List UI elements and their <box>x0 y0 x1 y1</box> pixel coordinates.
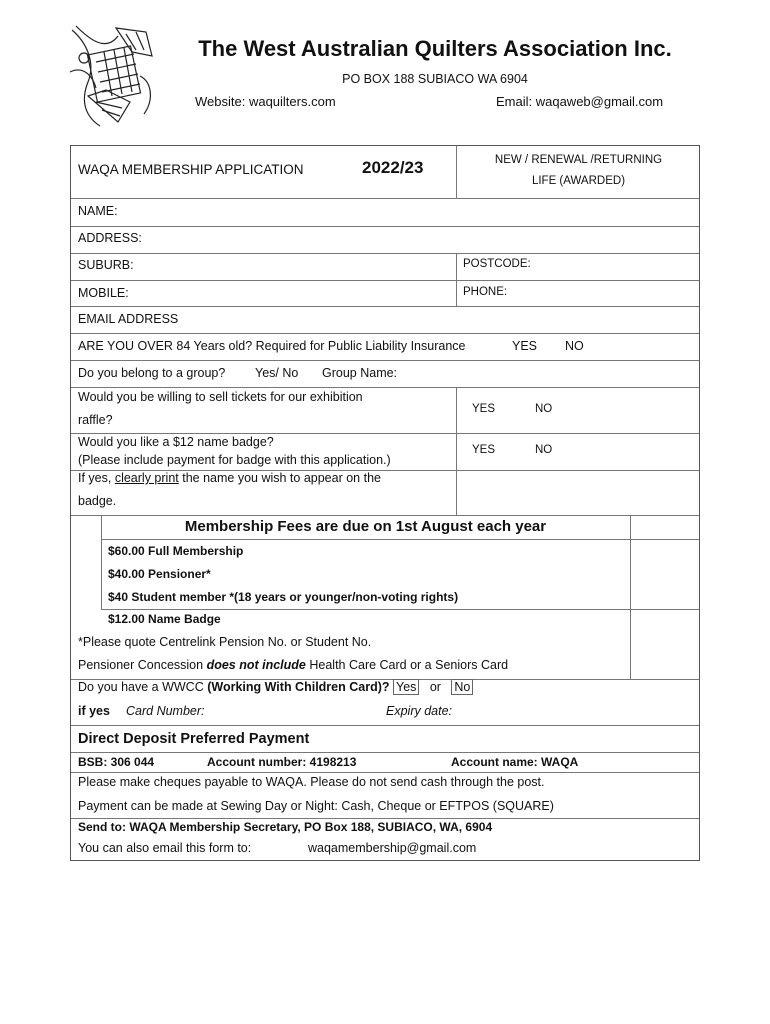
payment-heading: Direct Deposit Preferred Payment <box>78 731 310 747</box>
fee-item: $40.00 Pensioner* <box>108 567 211 581</box>
address-field[interactable]: ADDRESS: <box>78 231 142 245</box>
badge-print-instruction <box>78 471 381 485</box>
badge-print-part-d: badge. <box>78 494 117 508</box>
pensioner-note-a: Pensioner Concession <box>78 658 204 672</box>
quilt-logo-icon <box>66 22 158 132</box>
phone-field[interactable]: PHONE: <box>463 286 508 298</box>
group-question: Do you belong to a group? <box>78 366 226 380</box>
association-title: The West Australian Quilters Association Inc. <box>198 36 672 61</box>
badge-print-part-b: clearly print <box>114 471 179 485</box>
raffle-question-line2: raffle? <box>78 413 113 427</box>
raffle-yes[interactable]: YES <box>472 403 496 415</box>
raffle-question-line1: Would you be willing to sell tickets for our exhibition <box>78 390 363 404</box>
raffle-no[interactable]: NO <box>535 403 553 415</box>
email-form-instruction: You can also email this form to: <box>78 841 252 855</box>
wwcc-if-yes: if yes <box>78 704 110 718</box>
badge-yes[interactable]: YES <box>472 444 496 456</box>
over84-yes[interactable]: YES <box>512 339 538 353</box>
wwcc-card-number-field[interactable]: Card Number: <box>126 704 205 718</box>
badge-print-part-a: If yes, <box>78 471 112 485</box>
cheque-instructions: Please make cheques payable to WAQA. Please do not send cash through the post. <box>78 775 545 789</box>
po-box: PO BOX 188 SUBIACO WA 6904 <box>342 72 528 86</box>
wwcc-yes-checkbox[interactable]: Yes <box>393 679 419 695</box>
send-to-address: Send to: WAQA Membership Secretary, PO Box 188, SUBIACO, WA, 6904 <box>78 820 493 834</box>
status-options-line2: LIFE (AWARDED) <box>531 175 626 187</box>
membership-year: 2022/23 <box>362 158 424 177</box>
name-field[interactable]: NAME: <box>78 204 118 218</box>
over84-question: ARE YOU OVER 84 Years old? Required for Public Liability Insurance <box>78 339 466 353</box>
badge-question-line1: Would you like a $12 name badge? <box>78 435 274 449</box>
fees-note: *Please quote Centrelink Pension No. or Student No. <box>78 635 372 649</box>
badge-print-part-c: the name you wish to appear on the <box>182 471 381 485</box>
bsb: BSB: 306 044 <box>78 755 155 769</box>
wwcc-no-checkbox[interactable]: No <box>451 679 473 695</box>
fee-item: $12.00 Name Badge <box>108 612 221 626</box>
form-title: WAQA MEMBERSHIP APPLICATION <box>78 162 304 177</box>
wwcc-question-a: Do you have a WWCC <box>78 680 204 694</box>
wwcc-or: or <box>429 680 441 694</box>
fee-item: $40 Student member *(18 years or younger/non-voting rights) <box>108 590 459 604</box>
postcode-field[interactable]: POSTCODE: <box>463 258 531 270</box>
group-options[interactable]: Yes/ No <box>255 366 299 380</box>
badge-question-line2: (Please include payment for badge with this application.) <box>78 453 391 467</box>
membership-email[interactable]: waqamembership@gmail.com <box>308 841 477 855</box>
mobile-field[interactable]: MOBILE: <box>78 286 129 300</box>
membership-form <box>70 145 700 861</box>
suburb-field[interactable]: SUBURB: <box>78 258 134 272</box>
sewing-day-payment: Payment can be made at Sewing Day or Night: Cash, Cheque or EFTPOS (SQUARE) <box>78 799 554 813</box>
fee-item: $60.00 Full Membership <box>108 544 244 558</box>
contact-email: Email: waqaweb@gmail.com <box>496 94 664 109</box>
badge-no[interactable]: NO <box>535 444 553 456</box>
pensioner-note <box>78 658 508 672</box>
email-address-field[interactable]: EMAIL ADDRESS <box>78 312 179 326</box>
status-options-line1: NEW / RENEWAL /RETURNING <box>494 154 663 166</box>
fees-heading: Membership Fees are due on 1st August each year <box>184 518 547 535</box>
account-name: Account name: WAQA <box>451 755 579 769</box>
wwcc-question-b: (Working With Children Card)? <box>207 680 390 694</box>
website: Website: waquilters.com <box>195 94 336 109</box>
group-name-field[interactable]: Group Name: <box>322 366 398 380</box>
wwcc-question <box>78 680 473 694</box>
account-number: Account number: 4198213 <box>207 755 357 769</box>
pensioner-note-c: Health Care Card or a Seniors Card <box>309 658 509 672</box>
pensioner-note-b: does not include <box>206 658 306 672</box>
over84-no[interactable]: NO <box>565 339 584 353</box>
wwcc-expiry-field[interactable]: Expiry date: <box>386 704 453 718</box>
